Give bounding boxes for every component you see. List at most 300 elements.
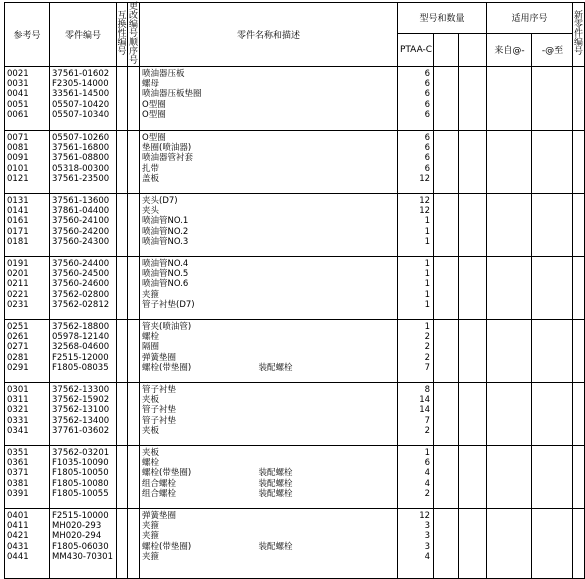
change-seq-cell (128, 257, 140, 320)
part-text: F1805-10055 (52, 488, 109, 499)
name-text: 螺栓 (142, 332, 160, 343)
part-name-cell (140, 257, 257, 320)
name-text: O型圈 (142, 99, 166, 110)
parts-group-row (5, 131, 585, 194)
remark-text (259, 259, 396, 269)
remark-cell (257, 131, 398, 194)
new-part-cell (573, 383, 585, 446)
part-text: 37562-13300 (52, 385, 110, 395)
qty-text: 1 (424, 259, 431, 269)
name-text: 夹箍 (142, 521, 160, 532)
part-text: 37561-08800 (52, 153, 110, 164)
qty-blank-1-cell (434, 194, 459, 257)
to-cell (532, 131, 573, 194)
qty-text: 4 (424, 468, 431, 479)
ref-text: 0051 (7, 99, 29, 110)
part-text: 05507-10260 (52, 133, 110, 143)
qty-blank-1-cell (434, 509, 459, 579)
part-text: 37560-24400 (52, 259, 110, 269)
qty-ptaa-cell (398, 383, 434, 446)
name-text: 管夹(喷油管) (142, 322, 192, 332)
ref-text: 0171 (7, 226, 29, 237)
part-text: 37861-04400 (52, 206, 110, 217)
qty-text: 2 (424, 425, 431, 436)
name-text: 夹板 (142, 425, 160, 436)
ref-text: 0311 (7, 395, 29, 406)
qty-text: 1 (424, 299, 431, 310)
to-cell (532, 194, 573, 257)
qty-text: 12 (419, 206, 431, 217)
header-name-desc: 零件名称和描述 (140, 3, 398, 67)
part-text: F1805-10050 (52, 468, 109, 479)
qty-text: 6 (424, 458, 431, 469)
qty-text: 6 (424, 109, 431, 120)
part-text: 05318-00300 (52, 163, 110, 174)
name-text: 组合螺栓 (142, 488, 177, 499)
part-text: F1035-10090 (52, 458, 109, 469)
qty-text: 4 (424, 551, 431, 562)
part-no-cell (50, 446, 117, 509)
ref-text: 0341 (7, 425, 29, 436)
new-part-cell (573, 320, 585, 383)
name-text: 喷油管NO.1 (142, 216, 189, 227)
to-cell (532, 446, 573, 509)
qty-ptaa-cell (398, 194, 434, 257)
qty-text: 12 (419, 173, 431, 184)
header-to: -@至 (532, 33, 573, 66)
parts-table (4, 2, 585, 579)
ref-text: 0101 (7, 163, 29, 174)
parts-group-row (5, 194, 585, 257)
qty-text: 6 (424, 69, 431, 79)
remark-text (259, 174, 396, 184)
ref-text: 0071 (7, 133, 29, 143)
part-no-cell (50, 67, 117, 131)
ref-text: 0301 (7, 385, 29, 395)
part-no-cell (50, 131, 117, 194)
qty-ptaa-cell (398, 446, 434, 509)
ref-text: 0261 (7, 332, 29, 343)
remark-cell (257, 257, 398, 320)
part-text: 05978-12140 (52, 332, 110, 343)
header-model-ptaa: PTAA-C (398, 33, 434, 66)
part-text: F2515-10000 (52, 511, 109, 521)
qty-blank-2-cell (459, 383, 487, 446)
ref-no-cell (5, 383, 50, 446)
part-no-cell (50, 257, 117, 320)
ref-text: 0331 (7, 415, 29, 426)
remark-text (259, 426, 396, 436)
ref-text: 0221 (7, 289, 29, 300)
parts-group-row (5, 67, 585, 131)
name-text: 夹头(D7) (142, 196, 178, 206)
name-text: O型圈 (142, 133, 166, 143)
ref-text: 0361 (7, 458, 29, 469)
from-cell (487, 320, 532, 383)
ref-text: 0271 (7, 342, 29, 353)
ref-no-cell (5, 509, 50, 579)
part-text: 37560-24300 (52, 236, 110, 247)
part-text: 37560-24600 (52, 279, 110, 290)
part-name-cell (140, 131, 257, 194)
remark-text: 装配螺栓 (258, 488, 293, 499)
part-name-cell (140, 194, 257, 257)
new-part-cell (573, 131, 585, 194)
name-text: 螺栓(带垫圈) (142, 468, 192, 479)
qty-ptaa-cell (398, 509, 434, 579)
part-text: 37560-24200 (52, 226, 110, 237)
part-name-cell (140, 446, 257, 509)
ref-text: 0121 (7, 173, 29, 184)
part-text: MH020-294 (52, 531, 102, 542)
qty-text: 1 (424, 322, 431, 332)
qty-text: 1 (424, 289, 431, 300)
ref-text: 0431 (7, 541, 29, 552)
name-text: O型圈 (142, 109, 166, 120)
to-cell (532, 67, 573, 131)
part-text: 37562-15902 (52, 395, 110, 406)
part-text: F1805-10080 (52, 478, 109, 489)
remark-text: 装配螺栓 (258, 478, 293, 489)
parts-group-row (5, 257, 585, 320)
qty-blank-2-cell (459, 257, 487, 320)
qty-text: 7 (424, 362, 431, 373)
qty-text: 3 (424, 541, 431, 552)
ref-text: 0201 (7, 269, 29, 280)
ref-text: 0031 (7, 79, 29, 90)
qty-blank-1-cell (434, 257, 459, 320)
part-text: 37761-03602 (52, 425, 110, 436)
name-text: 喷油器压板垫圈 (142, 89, 202, 100)
qty-blank-1-cell (434, 131, 459, 194)
part-text: 37561-23500 (52, 173, 110, 184)
name-text: 螺母 (142, 79, 160, 90)
remark-cell (257, 509, 398, 579)
parts-group-row (5, 446, 585, 509)
name-text: 夹板 (142, 395, 160, 406)
qty-text: 12 (419, 196, 431, 206)
ref-text: 0131 (7, 196, 29, 206)
qty-text: 1 (424, 216, 431, 227)
from-cell (487, 446, 532, 509)
name-text: 喷油器压板 (142, 69, 185, 79)
part-text: 37560-24500 (52, 269, 110, 280)
name-text: 管子衬垫(D7) (142, 299, 195, 310)
part-text: F1805-06030 (52, 541, 109, 552)
name-text: 喷油管NO.4 (142, 259, 189, 269)
to-cell (532, 257, 573, 320)
remark-text: 装配螺栓 (258, 362, 293, 373)
part-text: 37562-03201 (52, 448, 110, 458)
remark-cell (257, 446, 398, 509)
header-part-no: 零件编号 (50, 3, 117, 67)
remark-text (259, 416, 396, 426)
qty-text: 14 (419, 405, 431, 416)
qty-blank-2-cell (459, 131, 487, 194)
qty-text: 1 (424, 226, 431, 237)
remark-text (259, 110, 396, 120)
name-text: 夹箍 (142, 531, 160, 542)
ref-text: 0211 (7, 279, 29, 290)
from-cell (487, 257, 532, 320)
ref-no-cell (5, 257, 50, 320)
qty-text: 2 (424, 332, 431, 343)
interchange-cell (117, 320, 128, 383)
new-part-cell (573, 446, 585, 509)
remark-cell (257, 383, 398, 446)
ref-text: 0411 (7, 521, 29, 532)
part-text: F1805-08035 (52, 362, 109, 373)
qty-blank-1-cell (434, 320, 459, 383)
remark-text (259, 290, 396, 300)
interchange-cell (117, 131, 128, 194)
qty-blank-2-cell (459, 320, 487, 383)
parts-group-row (5, 320, 585, 383)
name-text: 管子衬垫 (142, 405, 177, 416)
to-cell (532, 509, 573, 579)
ref-text: 0021 (7, 69, 29, 79)
qty-blank-1-cell (434, 67, 459, 131)
qty-text: 4 (424, 478, 431, 489)
remark-text (259, 353, 396, 363)
remark-text (259, 89, 396, 99)
qty-text: 6 (424, 89, 431, 100)
change-seq-cell (128, 383, 140, 446)
remark-text (259, 279, 396, 289)
ref-no-cell (5, 131, 50, 194)
remark-text (259, 164, 396, 174)
interchange-cell (117, 509, 128, 579)
from-cell (487, 194, 532, 257)
change-seq-cell (128, 320, 140, 383)
ref-no-cell (5, 320, 50, 383)
ref-text: 0381 (7, 478, 29, 489)
parts-group-row (5, 509, 585, 579)
ref-text: 0231 (7, 299, 29, 310)
header-interchange: 互换性编号 (117, 3, 128, 67)
remark-text (259, 269, 396, 279)
from-cell (487, 67, 532, 131)
header-from: 来自@- (487, 33, 532, 66)
ref-text: 0401 (7, 511, 29, 521)
ref-text: 0371 (7, 468, 29, 479)
remark-text (259, 143, 396, 153)
qty-blank-2-cell (459, 194, 487, 257)
name-text: 弹簧垫圈 (142, 511, 177, 521)
remark-cell (257, 320, 398, 383)
header-model-blank-1 (434, 33, 459, 66)
header-change-seq: 更改编号顺序号 (128, 2, 138, 66)
remark-text (259, 458, 396, 468)
part-text: F2515-12000 (52, 352, 109, 363)
ref-text: 0441 (7, 551, 29, 562)
part-text: 37561-01602 (52, 69, 110, 79)
parts-list-sheet (4, 2, 584, 574)
qty-text: 2 (424, 342, 431, 353)
part-text: 37562-13400 (52, 415, 110, 426)
name-text: 组合螺栓 (142, 478, 177, 489)
new-part-cell (573, 67, 585, 131)
header-model-blank-2 (459, 33, 487, 66)
from-cell (487, 509, 532, 579)
change-seq-cell (128, 446, 140, 509)
part-text: 32568-04600 (52, 342, 110, 353)
ref-no-cell (5, 67, 50, 131)
ref-text: 0251 (7, 322, 29, 332)
remark-text (259, 133, 396, 143)
name-text: 螺栓(带垫圈) (142, 541, 192, 552)
parts-group-row (5, 383, 585, 446)
qty-text: 2 (424, 352, 431, 363)
from-cell (487, 383, 532, 446)
qty-blank-1-cell (434, 383, 459, 446)
qty-ptaa-cell (398, 131, 434, 194)
qty-text: 1 (424, 279, 431, 290)
part-no-cell (50, 320, 117, 383)
name-text: 螺栓 (142, 458, 160, 469)
remark-text: 装配螺栓 (258, 541, 293, 552)
remark-text (259, 237, 396, 247)
part-text: 37562-18800 (52, 322, 110, 332)
header-new-part-no: 新零件编号 (573, 3, 585, 67)
part-text: MH020-293 (52, 521, 102, 532)
qty-blank-2-cell (459, 509, 487, 579)
interchange-cell (117, 383, 128, 446)
ref-text: 0091 (7, 153, 29, 164)
part-name-cell (140, 509, 257, 579)
to-cell (532, 320, 573, 383)
remark-cell (257, 194, 398, 257)
name-text: 夹箍 (142, 551, 160, 562)
part-text: F2305-14000 (52, 79, 109, 90)
new-part-cell (573, 509, 585, 579)
name-text: 喷油管NO.2 (142, 226, 189, 237)
change-seq-cell (128, 131, 140, 194)
name-text: 喷油管NO.5 (142, 269, 189, 280)
remark-text (259, 300, 396, 310)
qty-text: 6 (424, 153, 431, 164)
remark-text (259, 531, 396, 541)
part-no-cell (50, 383, 117, 446)
ref-no-cell (5, 194, 50, 257)
name-text: 弹簧垫圈 (142, 352, 177, 363)
ref-text: 0191 (7, 259, 29, 269)
qty-text: 7 (424, 415, 431, 426)
remark-text (259, 405, 396, 415)
qty-text: 1 (424, 236, 431, 247)
new-part-cell (573, 257, 585, 320)
name-text: 螺栓(带垫圈) (142, 362, 192, 373)
name-text: 喷油器管衬套 (142, 153, 194, 164)
part-text: 37561-13600 (52, 196, 110, 206)
change-seq-cell (128, 509, 140, 579)
remark-text (259, 395, 396, 405)
part-text: 05507-10420 (52, 99, 110, 110)
qty-blank-1-cell (434, 446, 459, 509)
remark-cell (257, 67, 398, 131)
qty-blank-2-cell (459, 446, 487, 509)
name-text: 喷油管NO.3 (142, 236, 189, 247)
qty-ptaa-cell (398, 67, 434, 131)
remark-text (259, 216, 396, 226)
part-text: MM430-70301 (52, 551, 113, 562)
interchange-cell (117, 257, 128, 320)
new-part-cell (573, 194, 585, 257)
change-seq-cell (128, 67, 140, 131)
header-ref-no: 参考号 (5, 3, 50, 67)
part-no-cell (50, 509, 117, 579)
ref-text: 0081 (7, 143, 29, 154)
from-cell (487, 131, 532, 194)
qty-blank-2-cell (459, 67, 487, 131)
remark-text: 装配螺栓 (258, 468, 293, 479)
ref-no-cell (5, 446, 50, 509)
ref-text: 0421 (7, 531, 29, 542)
part-name-cell (140, 320, 257, 383)
qty-text: 6 (424, 99, 431, 110)
part-no-cell (50, 194, 117, 257)
name-text: 盖板 (142, 173, 160, 184)
ref-text: 0141 (7, 206, 29, 217)
part-text: 37560-24100 (52, 216, 110, 227)
qty-text: 12 (419, 511, 431, 521)
name-text: 扎带 (142, 163, 160, 174)
name-text: 隔圈 (142, 342, 160, 353)
remark-text (259, 196, 396, 206)
name-text: 夹板 (142, 448, 160, 458)
remark-text (259, 153, 396, 163)
remark-text (259, 206, 396, 216)
ref-text: 0181 (7, 236, 29, 247)
qty-text: 1 (424, 269, 431, 280)
header-model-qty: 型号和数量 (398, 3, 487, 34)
ref-text: 0351 (7, 448, 29, 458)
name-text: 垫圈(喷油器) (142, 143, 192, 154)
remark-text (259, 79, 396, 89)
qty-text: 6 (424, 133, 431, 143)
name-text: 夹箍 (142, 289, 160, 300)
remark-text (259, 322, 396, 332)
qty-text: 3 (424, 521, 431, 532)
remark-text (259, 511, 396, 521)
ref-text: 0321 (7, 405, 29, 416)
qty-text: 8 (424, 385, 431, 395)
remark-text (259, 552, 396, 562)
ref-text: 0061 (7, 109, 29, 120)
qty-text: 3 (424, 531, 431, 542)
remark-text (259, 448, 396, 458)
qty-ptaa-cell (398, 320, 434, 383)
parts-table-body (5, 67, 585, 579)
change-seq-cell (128, 194, 140, 257)
part-name-cell (140, 383, 257, 446)
ref-text: 0161 (7, 216, 29, 227)
ref-text: 0391 (7, 488, 29, 499)
part-name-cell (140, 67, 257, 131)
ref-text: 0281 (7, 352, 29, 363)
remark-text (259, 385, 396, 395)
part-text: 37562-02800 (52, 289, 110, 300)
remark-text (259, 100, 396, 110)
header-applicable-seq: 适用序号 (487, 3, 573, 34)
name-text: 夹头 (142, 206, 160, 217)
ref-text: 0291 (7, 362, 29, 373)
to-cell (532, 383, 573, 446)
part-text: 37561-16800 (52, 143, 110, 154)
remark-text (259, 521, 396, 531)
qty-text: 2 (424, 488, 431, 499)
ref-text: 0041 (7, 89, 29, 100)
